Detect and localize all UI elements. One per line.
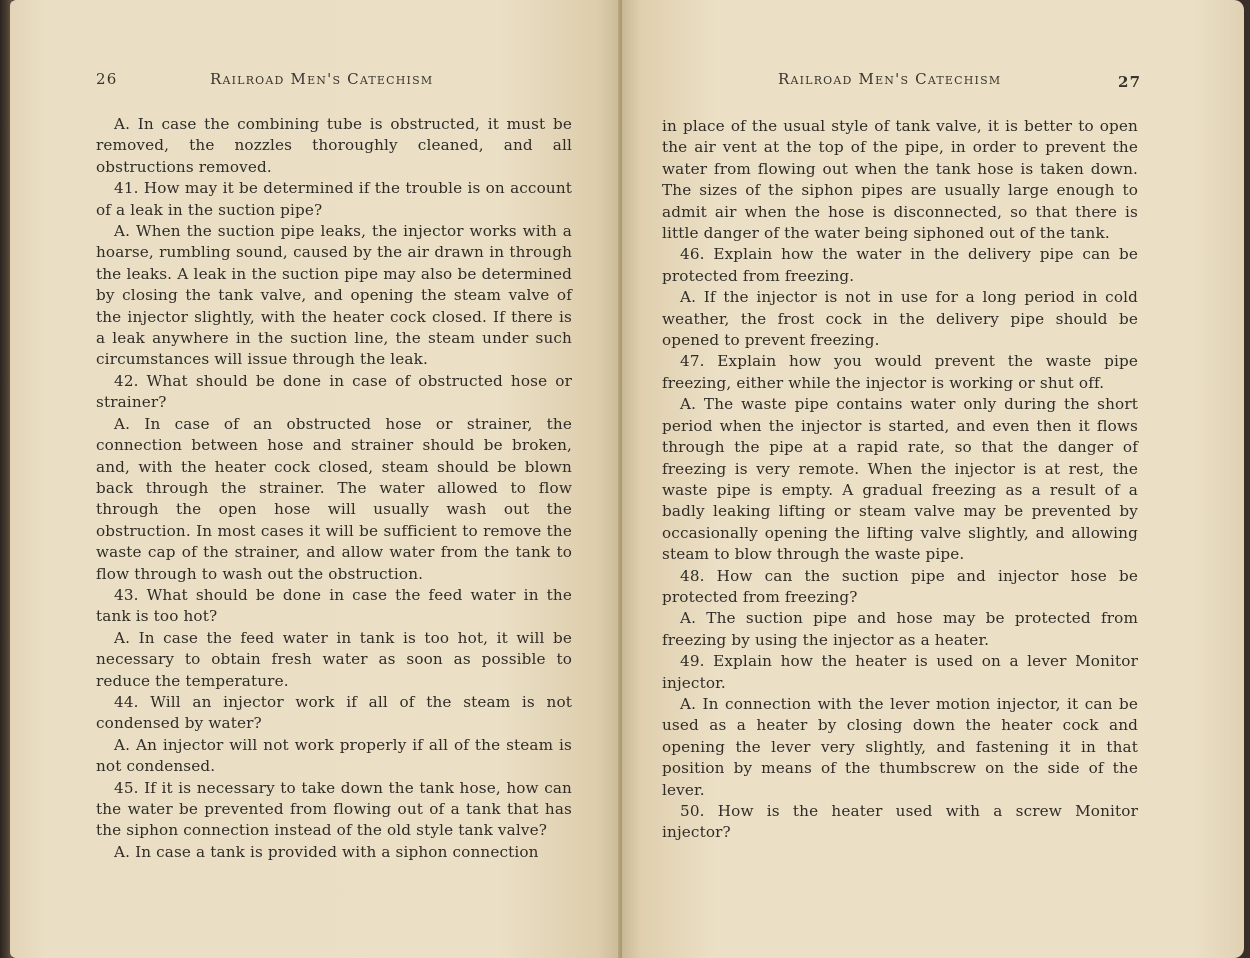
left-page-body [96,114,572,863]
question: 46. Explain how the water in the delivery pipe can be protected from freezing. [662,245,1138,285]
question: 44. Will an injector work if all of the steam is not condensed by water? [96,692,572,733]
left-page [10,0,622,958]
question: 47. Explain how you would prevent the waste pipe freezing, either while the injector is working or shut off. [662,352,1138,392]
left-page-header [10,0,622,100]
question: 50. How is the heater used with a screw Monitor injector? [662,802,1138,842]
question: 41. How may it be determined if the trouble is on account of a leak in the suction pipe? [96,179,572,219]
paragraph: A. In case the combining tube is obstructed, it must be removed, the nozzles thoroughly cleaned, and all obstructions removed. [96,115,572,176]
left-running-title: Railroad Men's Catechism [210,70,434,88]
answer: A. In connection with the lever motion injector, it can be used as a heater by closing down the heater cock and opening the lever very slightly, and fastening it in that position by means of the thumbscrew on the side of the lever. [662,694,1138,799]
left-page-number: 26 [96,70,118,88]
answer: A. The waste pipe contains water only during the short period when the injector is started, and even then it flows through the pipe at a rapid rate, so that the danger of freezing is very remote. When the injector is at rest, the waste pipe is empty. A gradual freezing as a result of a badly leaking lifting or steam valve may be prevented by occasionally opening the lifting valve slightly, and allowing steam to blow through the waste pipe. [662,395,1138,564]
right-running-title: Railroad Men's Catechism [778,70,1002,88]
answer: A. In case of an obstructed hose or strainer, the connection between hose and strainer should be broken, and, with the heater cock closed, steam should be blown back through the strainer. The water allowed to flow through the open hose will usually wash out the obstruction. In most cases it will be sufficient to remove the waste cap of the strainer, and allow water from the tank to flow through to wash out the obstruction. [96,414,572,583]
right-page-header [622,0,1244,100]
answer: A. An injector will not work properly if all of the steam is not condensed. [96,735,572,776]
answer: A. In case the feed water in tank is too hot, it will be necessary to obtain fresh water as soon as possible to reduce the temperature. [96,628,572,690]
right-page-number: 27 [1118,73,1142,91]
answer: A. If the injector is not in use for a long period in cold weather, the frost cock in the delivery pipe should be opened to prevent freezing. [662,288,1138,350]
continued-paragraph: in place of the usual style of tank valve, it is better to open the air vent at the top of the pipe, in order to prevent the water from flowing out when the tank hose is taken down. The sizes of the siphon pipes are usually large enough to admit air when the hose is disconnected, so that there is little danger of the water being siphoned out of the tank. [662,117,1138,243]
answer: A. In case a tank is provided with a siphon connection [114,842,539,861]
right-page-body [662,116,1138,844]
right-page [622,0,1244,958]
answer: A. When the suction pipe leaks, the injector works with a hoarse, rumbling sound, caused by the air drawn in through the leaks. A leak in the suction pipe may also be determined by closing the tank valve, and opening the steam valve of the injector slightly, with the heater cock closed. If there is a leak anywhere in the suction line, the steam under such circumstances will issue through the leak. [96,222,572,369]
question: 45. If it is necessary to take down the tank hose, how can the water be prevented from flowing out of a tank that has the siphon connection instead of the old style tank valve? [96,778,572,840]
question: 49. Explain how the heater is used on a lever Monitor injector. [662,652,1138,692]
answer: A. The suction pipe and hose may be protected from freezing by using the injector as a heater. [662,609,1138,649]
question: 43. What should be done in case the feed water in the tank is too hot? [96,585,572,626]
question: 48. How can the suction pipe and injector hose be protected from freezing? [662,566,1138,606]
question: 42. What should be done in case of obstructed hose or strainer? [96,371,572,412]
